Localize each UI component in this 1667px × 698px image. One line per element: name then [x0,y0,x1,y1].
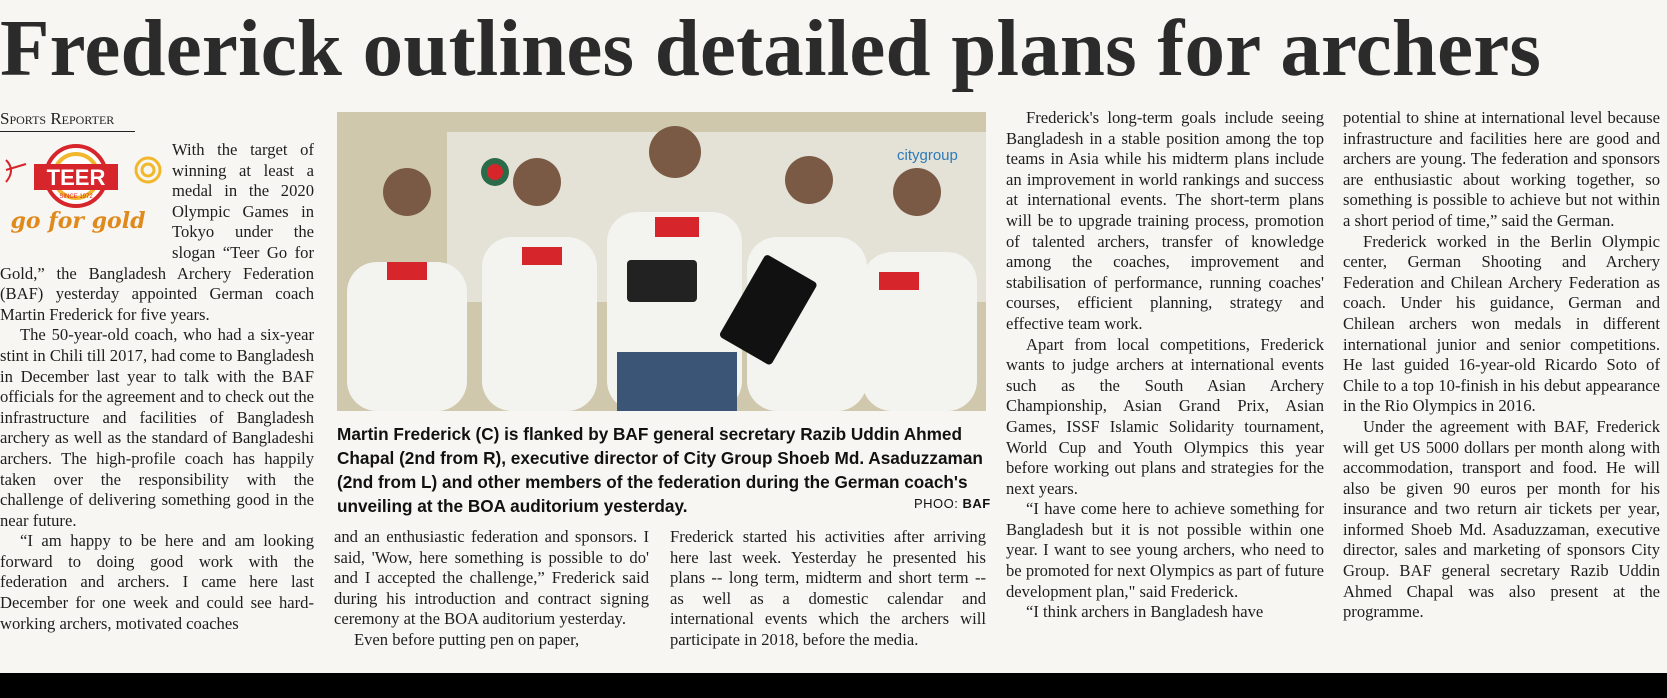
paragraph: “I think archers in Bangladesh have [1026,602,1264,622]
paragraph: Frederick worked in the Berlin Olympic center, German Shooting and Archery Federation and Chilean Archery Federation as coach. Under his guidance, German and Chilean archers won medals in different international junior and senior competitions. He last guided 16-year-old Ricardo Soto of Chile to a top 10-finish in his debut appearance in the Rio Olympics in 2016. [1343,231,1660,416]
photo-credit-source: BAF [962,496,991,511]
paragraph: “I have come here to achieve something for Bangladesh but it is not possible within one year. I want to see young archers, who need to be promoted for next Olympics as part of future development plan," said Frederick. [1006,499,1324,601]
paragraph: Frederick's long-term goals include seeing Bangladesh in a stable position among the top teams in Asia while his midterm plans include an improvement in world rankings and success at international events. The short-term plans will be to upgrade training process, promotion of talented archers, transfer of knowledge among the coaches, improvement and stabilisation of performance, running coaches' courses, efficient planning, strategy and effective team work. [1006,108,1324,333]
paragraph: The 50-year-old coach, who had a six-year stint in Chili till 2017, had come to Bangladesh in December last year to talk with the BAF officials for the agreement and to check out the infrastructure and facilities of Bangladesh archery as well as the standard of Bangladeshi archers. The high-profile coach has happily taken over the responsibility with the challenge of delivering something good in the near future. [0,325,314,530]
column-5 [1343,108,1660,673]
column-2 [334,527,649,673]
paragraph: potential to shine at international level because infrastructure and facilities here are good and archers are young. The federation and sponsors are enthusiastic about working together, so something is possible to achieve but not within a short period of time,” said the German. [1343,108,1660,230]
paragraph: Under the agreement with BAF, Frederick will get US 5000 dollars per month along with accommodation, transport and food. He will also be given 90 euros per month for his insurance and two return air tickets per year, informed Shoeb Md. Asaduzzaman, executive director, sales and marketing of sponsors City Group. BAF general secretary Razib Uddin Ahmed Chapal was also present at the programme. [1343,416,1660,622]
svg-text:SINCE 1972: SINCE 1972 [59,194,93,200]
paragraph: Apart from local competitions, Frederick wants to judge archers at international events such as the South Asian Archery Championship, Asian Grand Prix, Asian Games, ISSF Islamic Solidarity tournament, World Cup and Youth Olympics this year before working out plans and strategies for the next years. [1006,334,1324,498]
teer-logo [0,140,166,250]
paragraph: Even before putting pen on paper, [354,629,580,649]
svg-text:TEER: TEER [46,165,106,190]
column-3 [670,527,986,673]
headline: Frederick outlines detailed plans for archers [0,3,1542,93]
article-photo [337,112,986,411]
svg-text:go for gold: go for gold [10,208,146,234]
photo-credit [914,496,991,511]
paragraph: “I am happy to be here and am looking forward to doing good work with the federation and archers. I came here last December for one week and could see hard-working archers, motivated coaches [0,531,314,633]
paragraph: Frederick started his activities after arriving here last week. Yesterday he presented his plans -- long term, midterm and short term -- as well as a domestic calendar and international events which the archers will participate in 2018, before the media. [670,527,986,649]
paragraph: and an enthusiastic federation and sponsors. I said, 'Wow, here something is possible to do' and I accepted the challenge,” Frederick said during his introduction and contract signing ceremony at the BOA auditorium yesterday. [334,527,649,629]
byline: Sports Reporter [0,108,135,132]
photo-credit-label: PHOO: [914,496,959,511]
banner-text: citygroup [897,147,958,164]
bottom-black-bar [0,673,1667,698]
paragraph: With the target of winning at least a medal in the 2020 Olympic Games in Tokyo under the slogan “Teer Go for Gold,” the Bangladesh Archery Federation (BAF) yesterday appointed German coach Martin Frederick for five years. [0,140,314,324]
column-4 [1006,108,1324,673]
photo-caption: Martin Frederick (C) is flanked by BAF general secretary Razib Uddin Ahmed Chapal (2nd from R), executive director of City Group Shoeb Md. Asaduzzaman (2nd from L) and other members of the federation during the German coach's unveiling at the BOA auditorium yesterday. [337,424,983,516]
column-1 [0,140,314,671]
